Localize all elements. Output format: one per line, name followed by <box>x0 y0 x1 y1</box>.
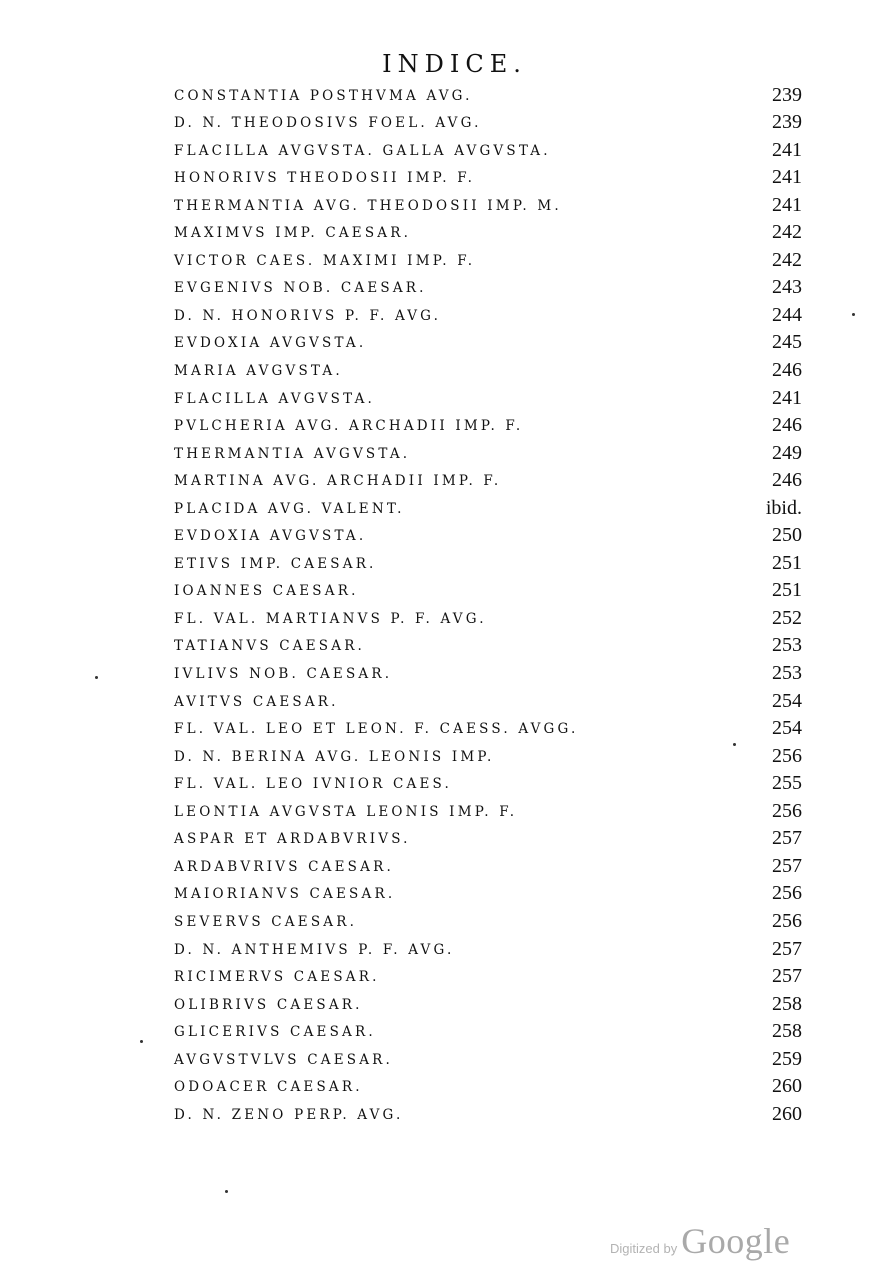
entry-name: TATIANVS CAESAR. <box>174 638 366 655</box>
index-entry <box>174 578 806 606</box>
entry-page: 241 <box>772 386 802 409</box>
entry-name: EVGENIVS NOB. CAESAR. <box>174 280 427 297</box>
index-entry <box>174 495 806 523</box>
entry-name: D. N. BERINA AVG. LEONIS IMP. <box>174 748 495 765</box>
entry-name: SEVERVS CAESAR. <box>174 913 358 930</box>
entry-name: IOANNES CAESAR. <box>174 583 359 600</box>
index-entry <box>174 1101 806 1129</box>
entry-name: THERMANTIA AVGVSTA. <box>174 445 411 462</box>
entry-name: AVGVSTVLVS CAESAR. <box>174 1051 394 1068</box>
index-entry <box>174 1074 806 1102</box>
entry-name: VICTOR CAES. MAXIMI IMP. F. <box>174 252 476 269</box>
watermark-prefix: Digitized by <box>610 1241 678 1256</box>
index-entry <box>174 798 806 826</box>
entry-name: GLICERIVS CAESAR. <box>174 1024 376 1041</box>
entry-page: 252 <box>772 606 802 629</box>
entry-name: EVDOXIA AVGVSTA. <box>174 528 367 545</box>
page-title: INDICE. <box>382 50 527 78</box>
scan-speck <box>733 743 736 746</box>
entry-page: 250 <box>772 524 802 547</box>
index-entry <box>174 302 806 330</box>
index-list <box>174 82 806 1129</box>
entry-page: 258 <box>772 992 802 1015</box>
entry-page: 242 <box>772 248 802 271</box>
index-entry <box>174 964 806 992</box>
entry-page: 256 <box>772 882 802 905</box>
entry-page: 254 <box>772 717 802 740</box>
scan-speck <box>225 1190 228 1193</box>
entry-name: D. N. THEODOSIVS FOEL. AVG. <box>174 115 482 132</box>
entry-name: CONSTANTIA POSTHVMA AVG. <box>174 87 473 104</box>
index-entry <box>174 660 806 688</box>
entry-name: EVDOXIA AVGVSTA. <box>174 335 367 352</box>
entry-name: MARTINA AVG. ARCHADII IMP. F. <box>174 473 502 490</box>
index-entry <box>174 385 806 413</box>
entry-page: 241 <box>772 193 802 216</box>
index-entry <box>174 1019 806 1047</box>
entry-name: FLACILLA AVGVSTA. <box>174 390 376 407</box>
entry-name: IVLIVS NOB. CAESAR. <box>174 666 393 683</box>
index-entry <box>174 936 806 964</box>
entry-name: PLACIDA AVG. VALENT. <box>174 500 405 517</box>
entry-page: 239 <box>772 111 802 134</box>
entry-page: 253 <box>772 662 802 685</box>
entry-page: 256 <box>772 744 802 767</box>
index-entry <box>174 413 806 441</box>
entry-name: MAXIMVS IMP. CAESAR. <box>174 225 412 242</box>
entry-page: 245 <box>772 331 802 354</box>
entry-name: MAIORIANVS CAESAR. <box>174 886 396 903</box>
entry-page: 257 <box>772 965 802 988</box>
entry-name: PVLCHERIA AVG. ARCHADII IMP. F. <box>174 418 524 435</box>
entry-name: OLIBRIVS CAESAR. <box>174 996 363 1013</box>
index-entry <box>174 743 806 771</box>
entry-page: 239 <box>772 83 802 106</box>
index-entry <box>174 137 806 165</box>
entry-name: MARIA AVGVSTA. <box>174 363 343 380</box>
entry-name: FLACILLA AVGVSTA. GALLA AVGVSTA. <box>174 142 551 159</box>
index-entry <box>174 220 806 248</box>
index-entry <box>174 716 806 744</box>
index-entry <box>174 468 806 496</box>
index-entry <box>174 550 806 578</box>
index-entry <box>174 357 806 385</box>
index-entry <box>174 853 806 881</box>
entry-name: AVITVS CAESAR. <box>174 693 339 710</box>
entry-page: 254 <box>772 689 802 712</box>
entry-page: 257 <box>772 937 802 960</box>
entry-page: 256 <box>772 909 802 932</box>
index-entry <box>174 771 806 799</box>
entry-page: 257 <box>772 854 802 877</box>
index-entry <box>174 605 806 633</box>
index-entry <box>174 275 806 303</box>
index-entry <box>174 165 806 193</box>
scan-speck <box>140 1040 143 1043</box>
google-logo: Google <box>681 1221 791 1261</box>
entry-page: 256 <box>772 799 802 822</box>
digitized-watermark <box>610 1220 790 1262</box>
entry-name: ASPAR ET ARDABVRIVS. <box>174 831 411 848</box>
entry-name: D. N. ANTHEMIVS P. F. AVG. <box>174 941 455 958</box>
entry-page: ibid. <box>765 496 802 519</box>
entry-name: FL. VAL. LEO IVNIOR CAES. <box>174 776 452 793</box>
entry-name: RICIMERVS CAESAR. <box>174 969 380 986</box>
index-entry <box>174 440 806 468</box>
entry-name: THERMANTIA AVG. THEODOSII IMP. M. <box>174 197 562 214</box>
scan-speck <box>852 313 855 316</box>
entry-page: 257 <box>772 827 802 850</box>
entry-page: 243 <box>772 276 802 299</box>
entry-page: 242 <box>772 221 802 244</box>
entry-page: 244 <box>772 303 802 326</box>
entry-name: FL. VAL. MARTIANVS P. F. AVG. <box>174 610 487 627</box>
index-entry <box>174 110 806 138</box>
entry-page: 255 <box>772 772 802 795</box>
entry-page: 249 <box>772 441 802 464</box>
index-entry <box>174 908 806 936</box>
entry-page: 259 <box>772 1047 802 1070</box>
entry-name: ODOACER CAESAR. <box>174 1079 363 1096</box>
entry-name: FL. VAL. LEO ET LEON. F. CAESS. AVGG. <box>174 721 579 738</box>
entry-page: 258 <box>772 1020 802 1043</box>
entry-page: 246 <box>772 359 802 382</box>
entry-page: 253 <box>772 634 802 657</box>
index-entry <box>174 991 806 1019</box>
entry-name: HONORIVS THEODOSII IMP. F. <box>174 170 476 187</box>
entry-name: D. N. HONORIVS P. F. AVG. <box>174 307 442 324</box>
index-entry <box>174 82 806 110</box>
index-entry <box>174 523 806 551</box>
entry-name: LEONTIA AVGVSTA LEONIS IMP. F. <box>174 803 518 820</box>
index-entry <box>174 881 806 909</box>
index-entry <box>174 1046 806 1074</box>
index-entry <box>174 633 806 661</box>
entry-name: D. N. ZENO PERP. AVG. <box>174 1106 404 1123</box>
entry-name: ARDABVRIVS CAESAR. <box>174 858 394 875</box>
entry-page: 246 <box>772 469 802 492</box>
scan-speck <box>95 676 98 679</box>
entry-page: 241 <box>772 138 802 161</box>
entry-page: 251 <box>772 579 802 602</box>
index-entry <box>174 826 806 854</box>
entry-page: 241 <box>772 166 802 189</box>
entry-page: 251 <box>772 551 802 574</box>
index-entry <box>174 247 806 275</box>
entry-name: ETIVS IMP. CAESAR. <box>174 555 377 572</box>
index-entry <box>174 688 806 716</box>
entry-page: 260 <box>772 1102 802 1125</box>
index-entry <box>174 330 806 358</box>
index-entry <box>174 192 806 220</box>
entry-page: 246 <box>772 414 802 437</box>
entry-page: 260 <box>772 1075 802 1098</box>
